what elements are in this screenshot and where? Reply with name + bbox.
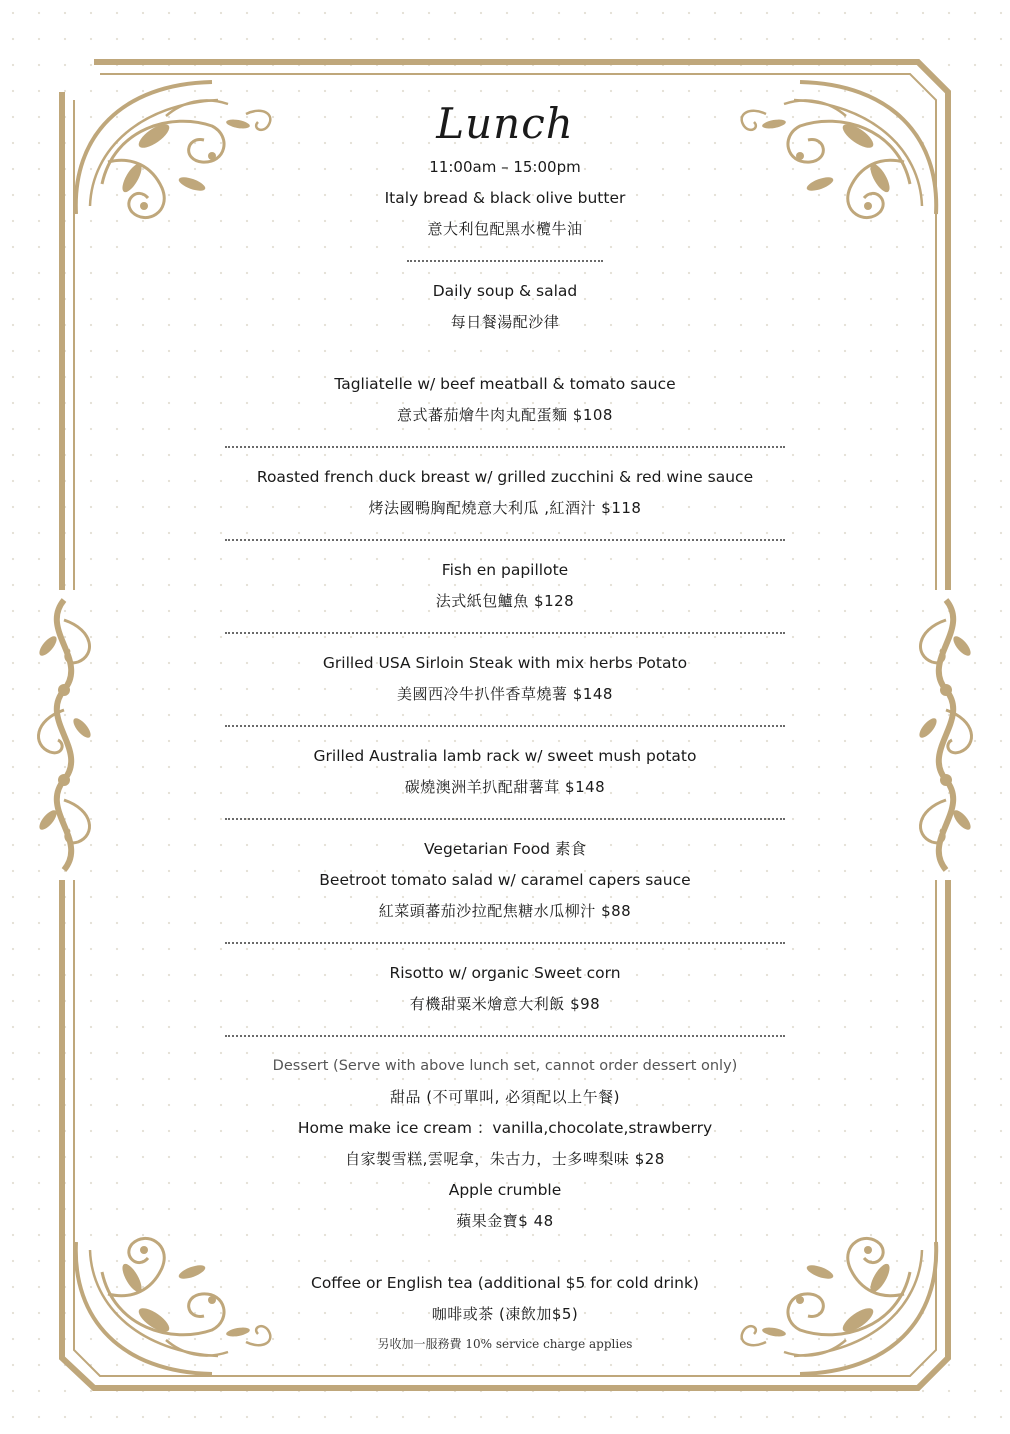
lunch-menu [200, 96, 810, 1358]
dessert-note: Dessert (Serve with above lunch set, cannot order dessert only) [272, 1058, 738, 1074]
crumble-chinese: 蘋果金寶$ 48 [456, 1212, 554, 1230]
main-item-3-chinese: 法式紙包鱸魚 $128 [435, 592, 575, 610]
dotted-divider [200, 1020, 810, 1051]
service-charge-note: 另收加一服務費 10% service charge applies [377, 1337, 633, 1351]
soup-english: Daily soup & salad [432, 282, 578, 300]
soup-chinese: 每日餐湯配沙律 [450, 313, 560, 331]
main-item-5-chinese: 碳燒澳洲羊扒配甜薯茸 $148 [404, 778, 606, 796]
main-item-4-chinese: 美國西冷牛扒伴香草燒薯 $148 [397, 685, 613, 703]
ice-cream-english: Home make ice cream ：vanilla,chocolate,strawberry [297, 1119, 713, 1137]
main-item-4-english: Grilled USA Sirloin Steak with mix herbs Potato [322, 654, 688, 672]
main-item-2-chinese: 烤法國鴨胸配燒意大利瓜 ,紅酒汁 $118 [368, 499, 642, 517]
dessert-note-chinese: 甜品 (不可單叫, 必須配以上午餐) [389, 1088, 620, 1106]
main-item-2-english: Roasted french duck breast w/ grilled zucchini & red wine sauce [256, 468, 754, 486]
coffee-english: Coffee or English tea (additional $5 for cold drink) [311, 1274, 699, 1292]
dotted-divider [200, 431, 810, 462]
vegetarian-chinese: 紅菜頭蕃茄沙拉配焦糖水瓜柳汁 $88 [378, 902, 632, 920]
main-item-5-english: Grilled Australia lamb rack w/ sweet mush potato [313, 747, 697, 765]
dotted-divider [200, 617, 810, 648]
main-item-1-chinese: 意式蕃茄燴牛肉丸配蛋麵 $108 [397, 406, 613, 424]
vegetarian-english: Beetroot tomato salad w/ caramel capers sauce [319, 871, 691, 889]
dotted-divider [200, 245, 810, 276]
crumble-english: Apple crumble [448, 1181, 562, 1199]
main-item-1-english: Tagliatelle w/ beef meatball & tomato sauce [334, 375, 676, 393]
dotted-divider [200, 710, 810, 741]
coffee-chinese: 咖啡或茶 (凍飲加$5) [431, 1305, 579, 1323]
dotted-divider [200, 803, 810, 834]
menu-title: Lunch [436, 99, 574, 148]
main-item-3-english: Fish en papillote [441, 561, 569, 579]
dotted-divider [200, 927, 810, 958]
ice-cream-chinese: 自家製雪糕,雲呢拿，朱古力，士多啤梨味 $28 [345, 1150, 665, 1168]
service-hours: 11:00am – 15:00pm [429, 158, 581, 176]
vegetarian-header: Vegetarian Food 素食 [424, 840, 586, 858]
risotto-chinese: 有機甜粟米燴意大利飯 $98 [409, 995, 601, 1013]
dotted-divider [200, 524, 810, 555]
bread-english: Italy bread & black olive butter [384, 189, 626, 207]
risotto-english: Risotto w/ organic Sweet corn [389, 964, 621, 982]
bread-chinese: 意大利包配黑水欖牛油 [427, 220, 583, 238]
